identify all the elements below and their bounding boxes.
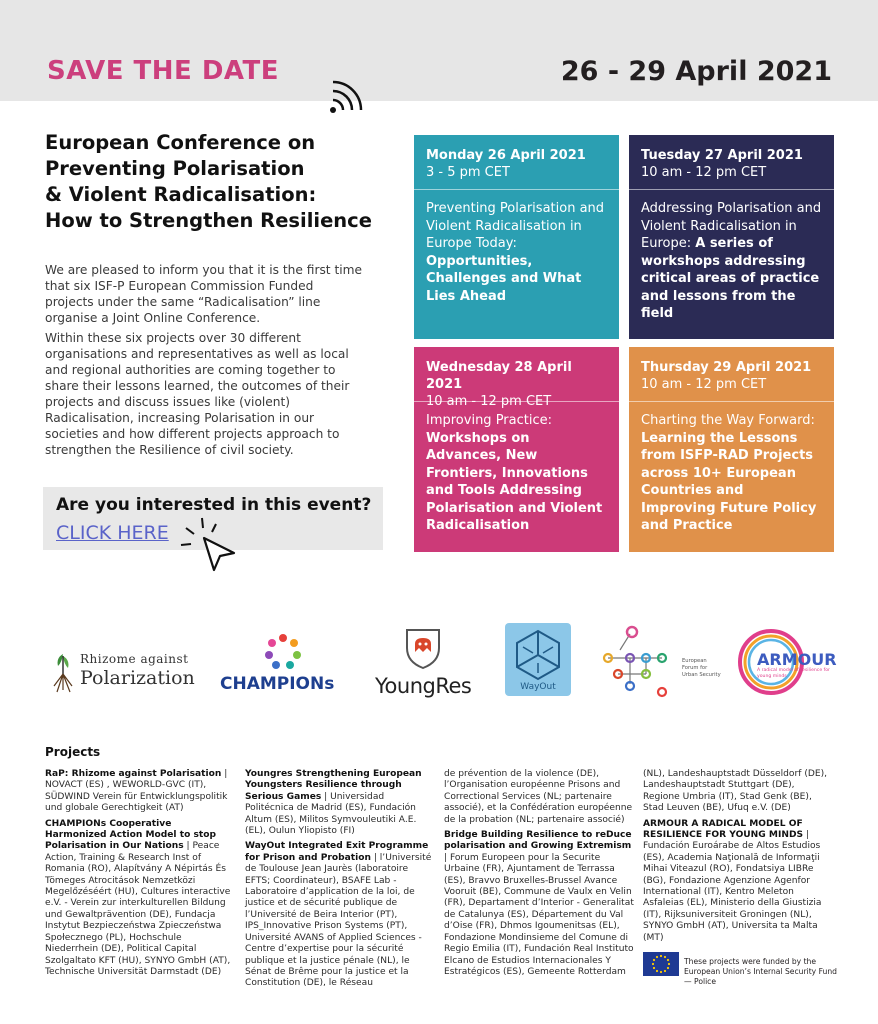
champions-wordmark: CHAMPIONs (220, 674, 335, 694)
project-entry (45, 769, 235, 815)
projects-column-4 (643, 769, 833, 948)
session-title: Opportunities, Challenges and What Lies Ahead (426, 253, 582, 304)
project-title: Bridge Building Resilience to reDuce polarisation and Growing Extremism (444, 830, 632, 852)
title-line: & Violent Radicalisation: (45, 183, 317, 206)
project-title: ARMOUR A RADICAL MODEL OF RESILIENCE FOR YOUNG MINDS (643, 818, 804, 841)
efus-logo (602, 624, 722, 700)
intro-paragraph: We are pleased to inform you that it is the first time that six ISF-P European Commission Funded projects under the same “Radicalisation” line organise a Joint Online Conference. (45, 263, 362, 325)
projects-heading: Projects (45, 745, 101, 759)
plant-icon (48, 650, 78, 694)
session-title: A series of workshops addressing critical areas of practice and lessons from the field (641, 236, 820, 321)
day-card-wednesday (414, 347, 619, 552)
champions-logo (220, 632, 346, 694)
day-label: Tuesday 27 April 2021 (641, 148, 803, 163)
cursor-click-icon (174, 512, 244, 577)
title-line: How to Strengthen Resilience (45, 209, 372, 232)
project-entry (45, 819, 235, 979)
project-entry (245, 841, 435, 989)
eu-flag-icon (643, 952, 679, 976)
project-partners: de prévention de la violence (DE), l’Organisation européenne Prisons and Correctional Services (NL; partenaire associé), et la Confédération européenne de la probation (NL; partenaire associé) (444, 769, 633, 825)
wayout-logo (505, 623, 571, 696)
rhizome-line1: Rhizome against (80, 652, 189, 666)
project-partners: | Universidad Politécnica de Madrid (ES), Fundación Altum (ES), Militos Symvouleutiki A.E. (EL), Oulun Yliopisto (FI) (245, 791, 417, 837)
time-label: 10 am - 12 pm CET (641, 165, 767, 180)
save-the-date-label: SAVE THE DATE (47, 56, 280, 86)
session-title: Learning the Lessons from ISFP-RAD Projects across 10+ European Countries and Improving Future Policy and Practice (641, 430, 817, 533)
wayout-wordmark: WayOut (520, 682, 556, 692)
conference-title (45, 130, 385, 234)
day-label: Wednesday 28 April 2021 (426, 360, 572, 392)
day-label: Thursday 29 April 2021 (641, 360, 812, 375)
armour-tagline: A radical model of resilience for young minds (757, 668, 830, 679)
intro-text (45, 262, 365, 462)
armour-logo (737, 626, 837, 698)
project-entry (643, 819, 833, 944)
time-label: 10 am - 12 pm CET (641, 377, 767, 392)
project-partners: | Peace Action, Training & Research Inst of Romania (RO), Alapítvány A Népirtás És Tömeges Atrocitások Nemzetközi Megelőzéséért (HU), Cultures interactive e.V. - Verein zur interkulturellen Bildung und Gewaltprävention (DE), Fundacja Instytut Bezpieczeństwa Zpieczeństwa Społecznego (PL), Hochschule Niederrhein (DE), Political Capital Szolgaltato KFT (HU), SYNYO GmbH (AT), Technische Universität Darmstadt (DE) (45, 841, 231, 977)
project-title: WayOut Integrated Exit Programme for Prison and Probation (245, 841, 429, 863)
title-line: Preventing Polarisation (45, 157, 305, 180)
time-label: 3 - 5 pm CET (426, 165, 510, 180)
event-date: 26 - 29 April 2021 (560, 56, 832, 87)
cta-question: Are you interested in this event? (56, 495, 372, 515)
project-title: Youngres Strengthening European Youngsters Resilience through Serious Games (245, 769, 422, 802)
day-label: Monday 26 April 2021 (426, 148, 586, 163)
project-entry (444, 769, 634, 826)
project-title: CHAMPIONs Cooperative Harmonized Action Model to stop Polarisation in Our Nations (45, 818, 216, 852)
day-card-tuesday (629, 135, 834, 339)
projects-column-3 (444, 769, 634, 982)
project-title: RaP: Rhizome against Polarisation (45, 769, 222, 779)
intro-paragraph: Within these six projects over 30 different organisations and representatives as well as local and regional authorities are coming together to share their lessons learned, the outcomes of their projects and discuss issues like (violent) Radicalisation, increasing Polarisation in our societies and how different projects approach to strengthen the Resilience of civil society. (45, 331, 350, 457)
youngres-logo (375, 626, 479, 698)
signal-waves-icon (323, 78, 371, 120)
project-partners: | l’Université de Toulouse Jean Jaurès (laboratoire EFTS; Coordinateur), BSAFE Lab - Laboratoire d’application de la loi, de justice et de sécurité publique de l’Université de Beira Interior (PT), IPS_Innovative Prison Systems (PT), Université AVANS of Applied Sciences - Centre d’expertise pour la sécurité publique et la justice pénale (NL), le Sénat de Brême pour la justice et la Constitution (DE), le Réseau (245, 852, 432, 989)
time-label: 10 am - 12 pm CET (426, 394, 552, 409)
project-entry (245, 769, 435, 837)
title-line: European Conference on (45, 131, 316, 154)
eu-funding-notice: These projects were funded by the European Union’s Internal Security Fund — Police (684, 957, 837, 986)
session-intro: Preventing Polarisation and Violent Radicalisation in Europe Today: (426, 201, 605, 251)
session-title: Workshops on Advances, New Frontiers, Innovations and Tools Addressing Polarisation and Violent Radicalisation (426, 430, 603, 533)
armour-wordmark: ARMOUR (757, 650, 837, 669)
project-partners: | NOVACT (ES) , WEWORLD-GVC (IT), SÜDWIND Verein für Entwicklungspolitik und globale Gerechtigkeit (AT) (45, 769, 228, 814)
click-here-link[interactable]: CLICK HERE (56, 522, 169, 544)
project-partners: | Fundación Euroárabe de Altos Estudios (ES), Academia Naţională de Informaţii Mihai Viteazul (RO), Fondatsiya LIBRe (BG), Fondazione Agenzione Agenfor International (IT), Kentro Meleton Asfaleias (EL), Ministerio della Giustizia (IT), Rijksuniversiteit Groningen (NL), SYNYO GmbH (AT), Universita ta Malta (MT) (643, 830, 822, 943)
network-nodes-icon (602, 624, 682, 700)
rhizome-logo (48, 650, 198, 694)
day-card-thursday (629, 347, 834, 552)
session-intro: Improving Practice: (426, 413, 552, 428)
efus-wordmark: European Forum for Urban Security (682, 658, 721, 678)
project-partners: | Forum Europeen pour la Securite Urbaine (FR), Ajuntament de Terrassa (ES), Bravvo Bruxelles-Brussel Avance Vooruit (BE), Commune de Vaulx en Velin (FR), Departament d’Interior - Generalitat de Catalunya (ES), Département du Val d’Oise (FR), Dhmos Igoumenitsas (EL), Fondazione Mondinsieme del Comune di Regio Emilia (IT), Fundación Real Instituto Elcano de Estudios Internacionales Y Estratégicos (ES), Gemeente Rotterdam (444, 852, 634, 977)
rhizome-line2: Polarization (80, 667, 195, 689)
projects-column-1 (45, 769, 235, 982)
projects-column-2 (245, 769, 435, 994)
youngres-wordmark: YoungRes (375, 674, 472, 698)
project-partners: (NL), Landeshauptstadt Düsseldorf (DE), Landeshauptstadt Stuttgart (DE), Regione Umbria (IT), Stad Genk (BE), Stad Leuven (BE), Ufuq e.V. (DE) (643, 769, 828, 814)
people-circle-icon (261, 632, 305, 672)
day-card-monday (414, 135, 619, 339)
session-intro: Addressing Polarisation and Violent Radicalisation in Europe: (641, 201, 822, 251)
project-entry (643, 769, 833, 815)
session-intro: Charting the Way Forward: (641, 413, 815, 428)
shield-icon (403, 626, 443, 670)
project-entry (444, 830, 634, 978)
